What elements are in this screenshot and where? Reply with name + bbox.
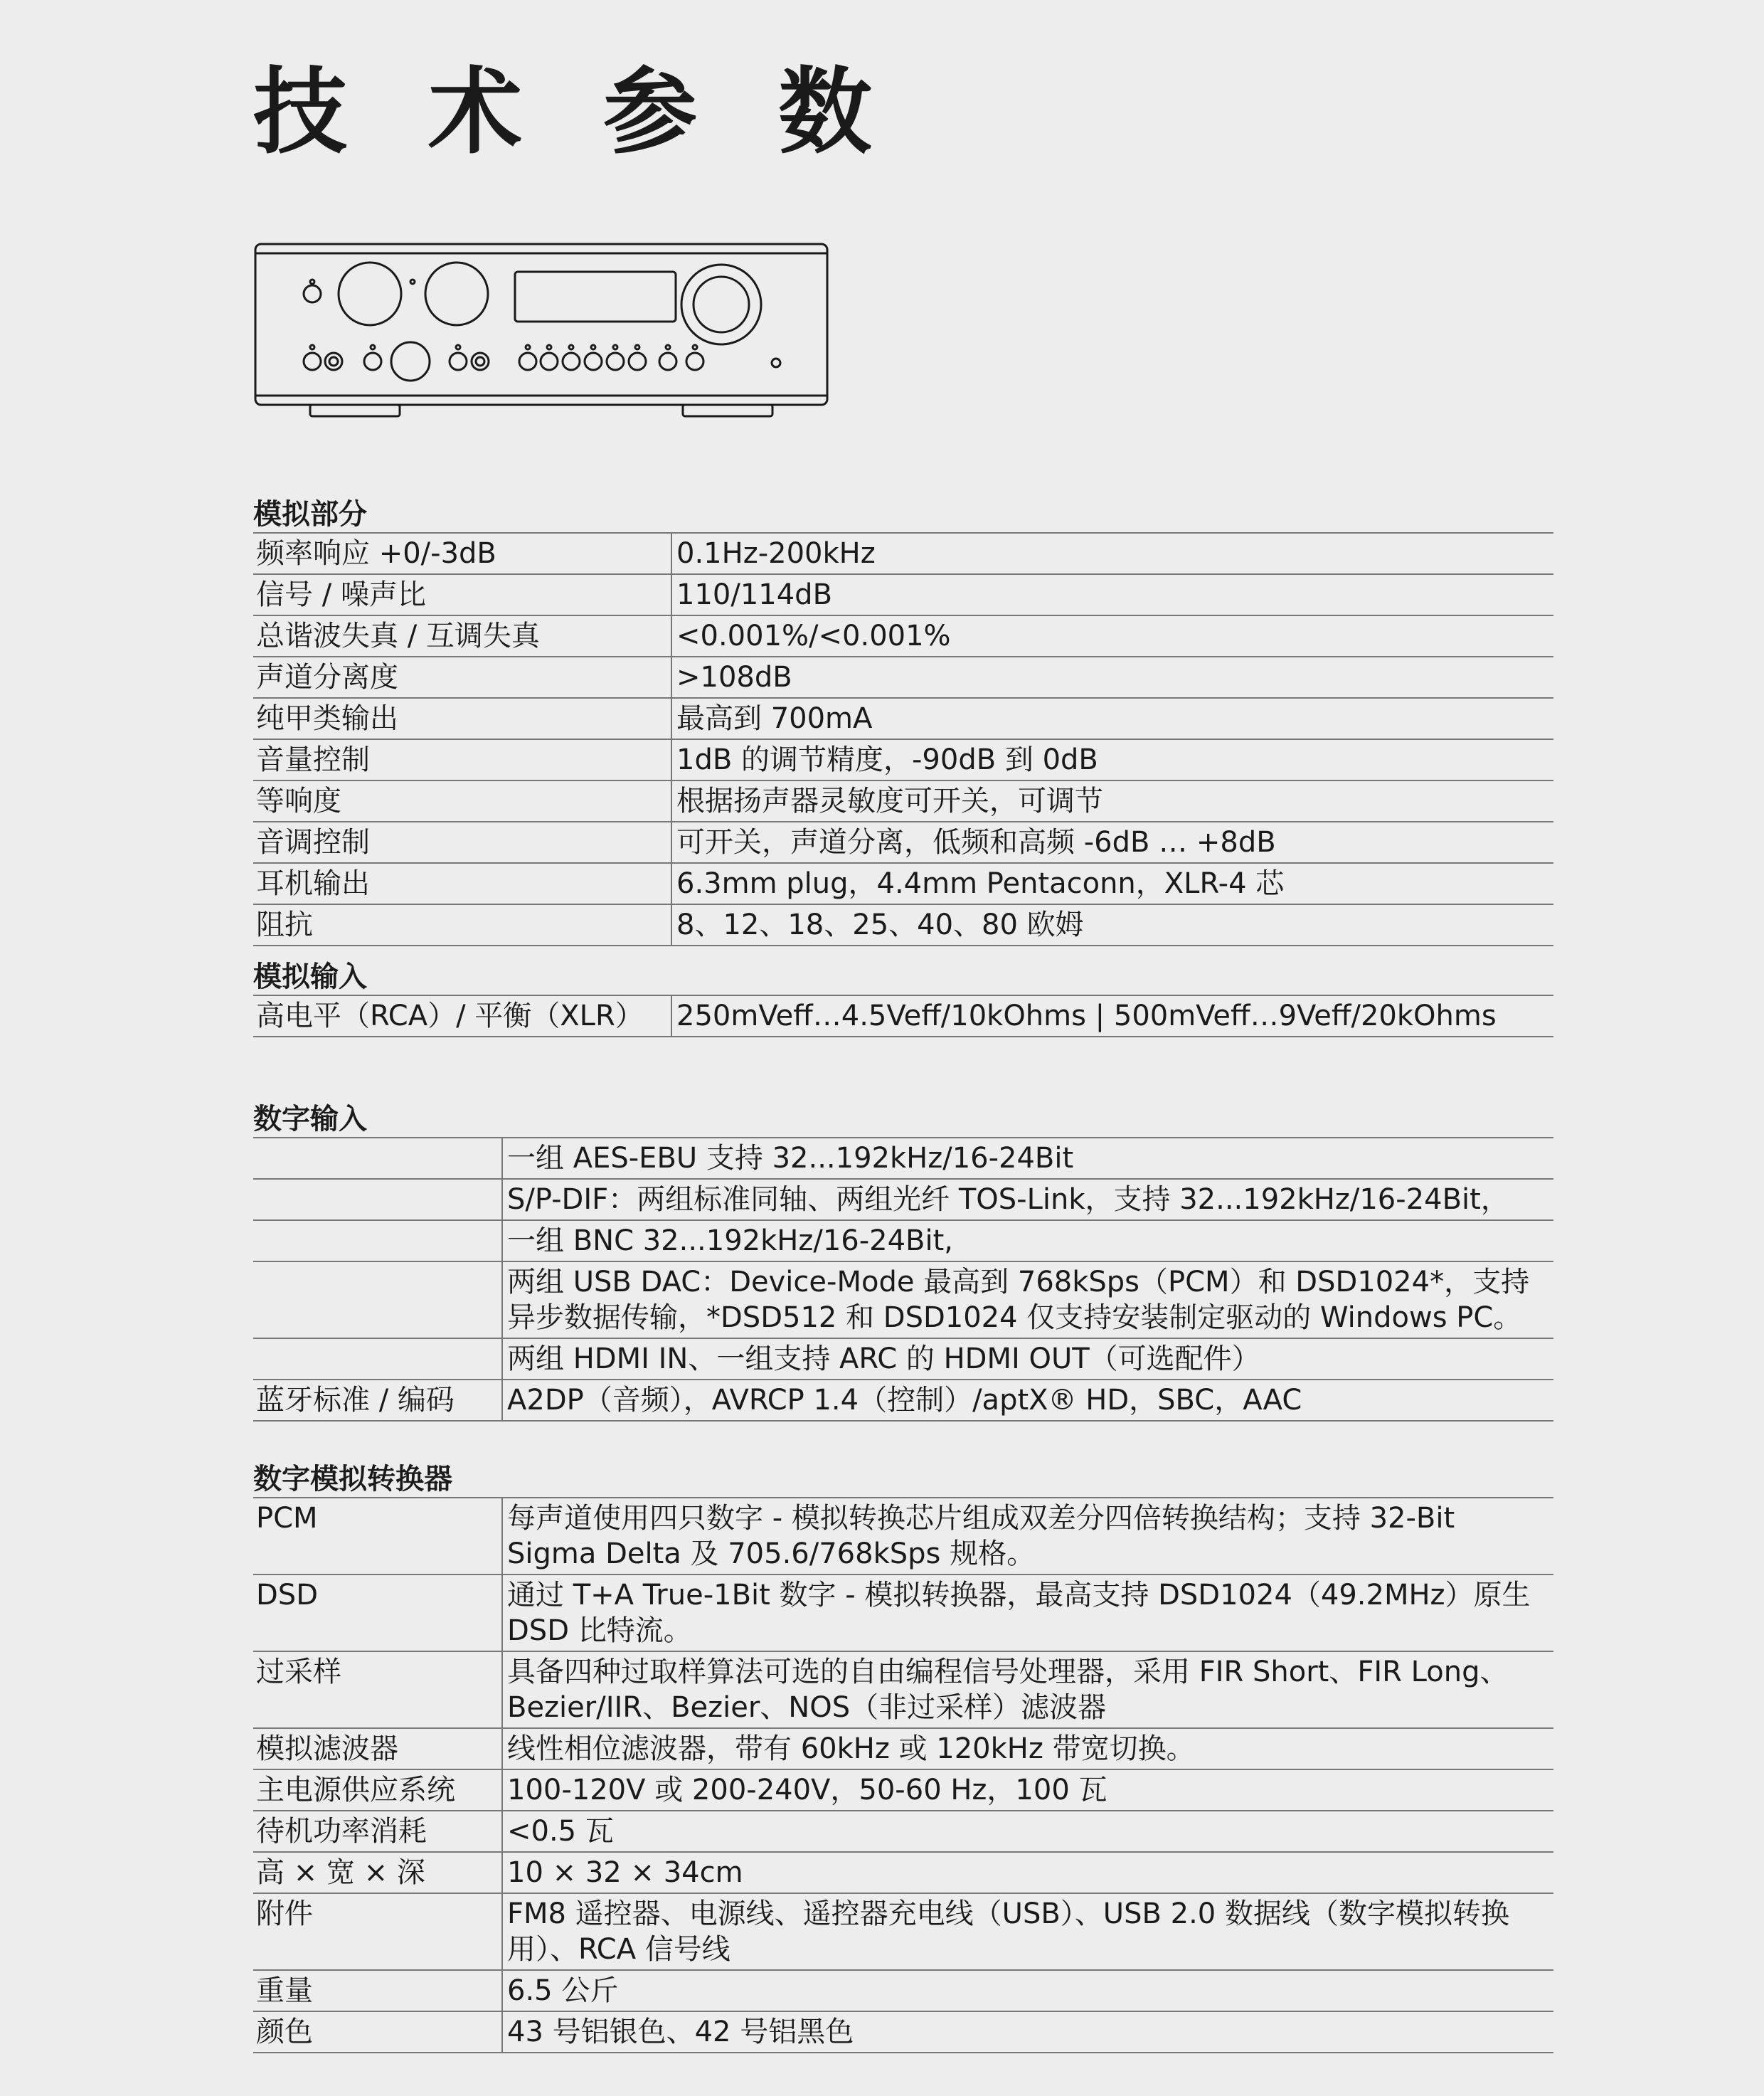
spec-value: 可开关，声道分离，低频和高频 -6dB … +8dB	[671, 822, 1553, 863]
spec-value: FM8 遥控器、电源线、遥控器充电线（USB）、USB 2.0 数据线（数字模拟转换用）、RCA 信号线	[502, 1893, 1553, 1970]
table-row	[253, 1893, 1553, 1970]
spec-label: 音量控制	[253, 739, 671, 780]
table-row	[253, 1498, 1553, 1574]
amplifier-illustration	[253, 242, 829, 427]
table-row	[253, 1811, 1553, 1852]
spec-value: 6.5 公斤	[502, 1970, 1553, 2011]
spec-label: 等响度	[253, 780, 671, 822]
table-row	[253, 1220, 1553, 1261]
table-row	[253, 1769, 1553, 1811]
spec-value: 250mVeff…4.5Veff/10kOhms | 500mVeff…9Veff/20kOhms	[671, 995, 1553, 1037]
digital-input-table	[253, 1137, 1553, 1422]
spec-label: 声道分离度	[253, 657, 671, 698]
spec-label	[253, 1138, 502, 1179]
spec-value: 两组 HDMI IN、一组支持 ARC 的 HDMI OUT（可选配件）	[502, 1338, 1553, 1380]
spec-label	[253, 1338, 502, 1380]
table-row	[253, 780, 1553, 822]
spec-label: 主电源供应系统	[253, 1769, 502, 1811]
analog-section	[253, 497, 1553, 946]
spec-label: 总谐波失真 / 互调失真	[253, 615, 671, 657]
table-row	[253, 657, 1553, 698]
dac-spec-table	[253, 1497, 1553, 2053]
spec-value: >108dB	[671, 657, 1553, 698]
table-row	[253, 574, 1553, 615]
page-title: 技 术 参 数	[253, 58, 896, 167]
table-row	[253, 1138, 1553, 1179]
table-row	[253, 822, 1553, 863]
spec-value: S/P-DIF：两组标准同轴、两组光纤 TOS-Link，支持 32...192kHz/16-24Bit，	[502, 1179, 1553, 1220]
dac-section	[253, 1461, 1553, 2053]
spec-value: 根据扬声器灵敏度可开关，可调节	[671, 780, 1553, 822]
spec-value: 线性相位滤波器，带有 60kHz 或 120kHz 带宽切换。	[502, 1728, 1553, 1769]
table-row	[253, 904, 1553, 946]
table-row	[253, 1651, 1553, 1728]
spec-label: 蓝牙标准 / 编码	[253, 1380, 502, 1421]
table-row	[253, 2011, 1553, 2053]
spec-label: DSD	[253, 1574, 502, 1651]
section-title-dac: 数字模拟转换器	[253, 1463, 452, 1496]
spec-label: PCM	[253, 1498, 502, 1574]
table-row	[253, 1728, 1553, 1769]
spec-value: 8、12、18、25、40、80 欧姆	[671, 904, 1553, 946]
spec-label: 过采样	[253, 1651, 502, 1728]
spec-label	[253, 1220, 502, 1261]
spec-value: 43 号铝银色、42 号铝黑色	[502, 2011, 1553, 2053]
table-row	[253, 995, 1553, 1037]
spec-value: 通过 T+A True-1Bit 数字 - 模拟转换器，最高支持 DSD1024（49.2MHz）原生 DSD 比特流。	[502, 1574, 1553, 1651]
table-row	[253, 1380, 1553, 1421]
spec-label: 音调控制	[253, 822, 671, 863]
spec-value: 每声道使用四只数字 - 模拟转换芯片组成双差分四倍转换结构；支持 32-Bit Sigma Delta 及 705.6/768kSps 规格。	[502, 1498, 1553, 1574]
analog-input-table	[253, 995, 1553, 1037]
table-row	[253, 533, 1553, 574]
table-row	[253, 615, 1553, 657]
spec-value: 两组 USB DAC：Device-Mode 最高到 768kSps（PCM）和 DSD1024*，支持异步数据传输，*DSD512 和 DSD1024 仅支持安装制定驱动的 Windows PC。	[502, 1261, 1553, 1338]
spec-value: 100-120V 或 200-240V，50-60 Hz，100 瓦	[502, 1769, 1553, 1811]
spec-value: 10 × 32 × 34cm	[502, 1852, 1553, 1893]
table-row	[253, 863, 1553, 904]
table-row	[253, 739, 1553, 780]
spec-value: A2DP（音频），AVRCP 1.4（控制）/aptX® HD，SBC，AAC	[502, 1380, 1553, 1421]
section-title-analog: 模拟部分	[253, 498, 367, 531]
section-title-analog-input: 模拟输入	[253, 960, 367, 993]
spec-label: 颜色	[253, 2011, 502, 2053]
spec-value: <0.5 瓦	[502, 1811, 1553, 1852]
spec-value: 一组 AES-EBU 支持 32...192kHz/16-24Bit	[502, 1138, 1553, 1179]
spec-label: 高 × 宽 × 深	[253, 1852, 502, 1893]
spec-label: 高电平（RCA）/ 平衡（XLR）	[253, 995, 671, 1037]
spec-value: 一组 BNC 32...192kHz/16-24Bit,	[502, 1220, 1553, 1261]
spec-label: 信号 / 噪声比	[253, 574, 671, 615]
spec-value: 6.3mm plug，4.4mm Pentaconn，XLR-4 芯	[671, 863, 1553, 904]
table-row	[253, 1852, 1553, 1893]
section-title-digital-input: 数字输入	[253, 1103, 367, 1136]
spec-label: 附件	[253, 1893, 502, 1970]
spec-label: 重量	[253, 1970, 502, 2011]
spec-label: 阻抗	[253, 904, 671, 946]
table-row	[253, 1179, 1553, 1220]
spec-value: 110/114dB	[671, 574, 1553, 615]
spec-value: 具备四种过取样算法可选的自由编程信号处理器，采用 FIR Short、FIR Long、Bezier/IIR、Bezier、NOS（非过采样）滤波器	[502, 1651, 1553, 1728]
spec-value: <0.001%/<0.001%	[671, 615, 1553, 657]
spec-value: 1dB 的调节精度，-90dB 到 0dB	[671, 739, 1553, 780]
table-row	[253, 1574, 1553, 1651]
digital-input-section	[253, 1101, 1553, 1422]
spec-label: 待机功率消耗	[253, 1811, 502, 1852]
spec-value: 最高到 700mA	[671, 698, 1553, 739]
spec-label: 频率响应 +0/-3dB	[253, 533, 671, 574]
analog-spec-table	[253, 532, 1553, 946]
spec-label: 纯甲类输出	[253, 698, 671, 739]
analog-input-section	[253, 959, 1553, 1037]
table-row	[253, 1261, 1553, 1338]
table-row	[253, 1338, 1553, 1380]
spec-value: 0.1Hz-200kHz	[671, 533, 1553, 574]
spec-label: 模拟滤波器	[253, 1728, 502, 1769]
spec-label	[253, 1261, 502, 1338]
table-row	[253, 1970, 1553, 2011]
spec-label	[253, 1179, 502, 1220]
table-row	[253, 698, 1553, 739]
spec-label: 耳机输出	[253, 863, 671, 904]
